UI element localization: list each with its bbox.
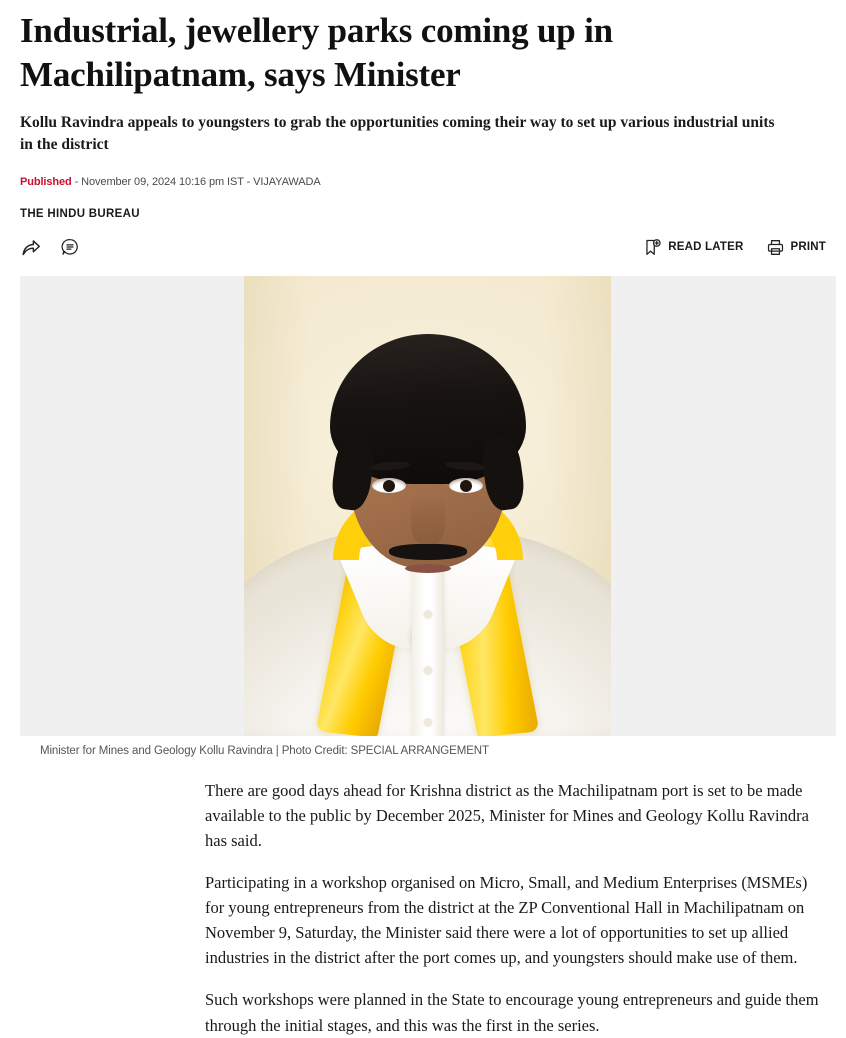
- image-caption: Minister for Mines and Geology Kollu Ravindra | Photo Credit: SPECIAL ARRANGEMENT: [40, 745, 489, 758]
- comment-button[interactable]: [60, 237, 80, 257]
- print-label: PRINT: [790, 241, 826, 254]
- photo-nose: [411, 494, 445, 546]
- comment-bubble-icon: [60, 237, 80, 257]
- article-body: [0, 760, 846, 1038]
- article-paragraph: Such workshops were planned in the State to encourage young entrepreneurs and guide them through the initial stages, and this was the first in the series.: [205, 990, 819, 1035]
- lead-image-figure: [0, 276, 846, 760]
- action-bar-left-group: [20, 236, 80, 258]
- photo-mouth: [405, 564, 451, 573]
- share-button[interactable]: [20, 236, 42, 258]
- action-bar-right-group: [643, 238, 826, 257]
- share-arrow-icon: [20, 236, 42, 258]
- lead-image-photo: [244, 276, 611, 736]
- read-later-label: READ LATER: [668, 241, 744, 254]
- article-action-bar: [0, 220, 846, 262]
- published-label: Published: [20, 176, 72, 189]
- article-subheadline: Kollu Ravindra appeals to youngsters to grab the opportunities coming their way to set up various industrial units in the district: [20, 114, 775, 154]
- print-button[interactable]: [766, 238, 827, 257]
- printer-icon: [766, 238, 785, 257]
- photo-shirt-placket: [412, 566, 444, 736]
- page-title: Industrial, jewellery parks coming up in Machilipatnam, says Minister: [20, 11, 613, 95]
- lead-image-frame: [20, 276, 836, 736]
- read-later-button[interactable]: [643, 238, 743, 257]
- byline-author: THE HINDU BUREAU: [20, 208, 140, 221]
- published-timestamp: - November 09, 2024 10:16 pm IST - VIJAYAWADA: [74, 176, 321, 189]
- article-paragraph: There are good days ahead for Krishna district as the Machilipatnam port is set to be made available to the public by December 2025, Minister for Mines and Geology Kollu Ravindra has said.: [205, 780, 809, 851]
- photo-moustache: [389, 544, 467, 560]
- article-paragraph: Participating in a workshop organised on Micro, Small, and Medium Enterprises (MSMEs) for young entrepreneurs from the district at the ZP Conventional Hall in Machilipatnam on November 9, Saturday, the Minister said there were a lot of opportunities to set up allied industries in the district after the port comes up, and youngsters should make use of them.: [205, 873, 808, 968]
- published-line: [0, 156, 846, 189]
- bookmark-add-icon: [643, 238, 662, 257]
